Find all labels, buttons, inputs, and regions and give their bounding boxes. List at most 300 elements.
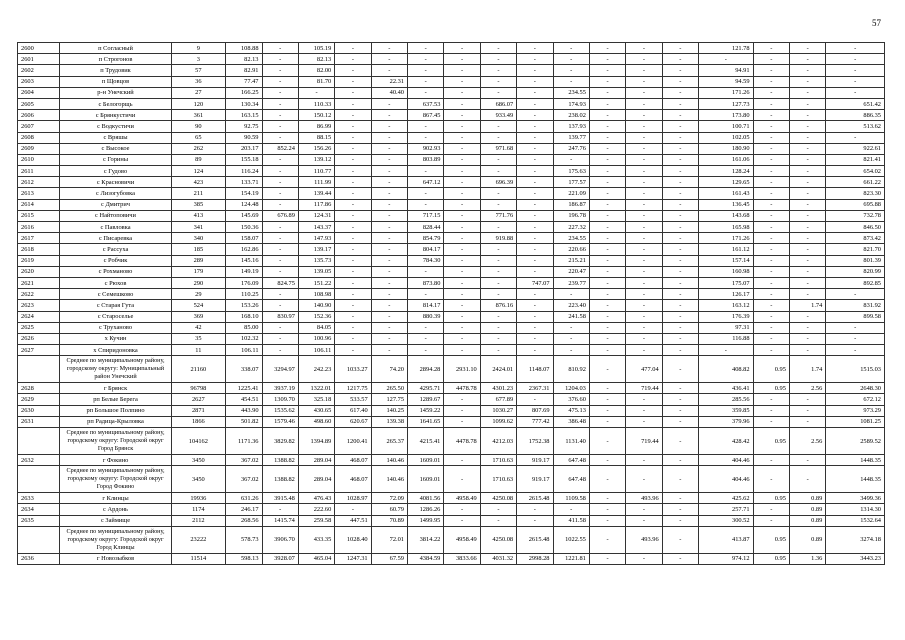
value-cell: 719.44 xyxy=(626,428,662,455)
value-cell: - xyxy=(444,143,480,154)
value-cell: - xyxy=(408,333,444,344)
value-cell: - xyxy=(589,244,625,255)
value-cell: 1448.35 xyxy=(826,455,885,466)
value-cell: 501.82 xyxy=(226,416,262,427)
value-cell: 234.55 xyxy=(553,87,589,98)
value-cell: - xyxy=(444,54,480,65)
value-cell: - xyxy=(371,54,407,65)
value-cell: 110.25 xyxy=(226,289,262,300)
value-cell: - xyxy=(262,65,298,76)
value-cell: - xyxy=(662,54,698,65)
settlement-name-cell: рп Большое Полпино xyxy=(60,405,171,416)
value-cell: - xyxy=(517,87,553,98)
value-cell: - xyxy=(517,65,553,76)
value-cell: 163.15 xyxy=(226,110,262,121)
table-row xyxy=(18,244,885,255)
value-cell: 227.32 xyxy=(553,222,589,233)
value-cell: - xyxy=(589,504,625,515)
value-cell: - xyxy=(589,43,625,54)
value-cell: - xyxy=(517,266,553,277)
value-cell: - xyxy=(662,266,698,277)
settlement-name-cell: с Писаревка xyxy=(60,233,171,244)
value-cell: - xyxy=(662,553,698,564)
value-cell: 3294.97 xyxy=(262,356,298,383)
value-cell: 801.39 xyxy=(826,255,885,266)
value-cell: 1109.58 xyxy=(553,493,589,504)
value-cell: 82.13 xyxy=(226,54,262,65)
value-cell: - xyxy=(753,177,789,188)
value-cell: - xyxy=(789,154,825,165)
value-cell: - xyxy=(517,54,553,65)
value-cell: - xyxy=(408,76,444,87)
value-cell: - xyxy=(662,65,698,76)
value-cell: 2589.52 xyxy=(826,428,885,455)
value-cell: 821.41 xyxy=(826,154,885,165)
population-cell: 385 xyxy=(171,199,226,210)
value-cell: 433.35 xyxy=(298,526,334,553)
value-cell: 447.51 xyxy=(335,515,371,526)
value-cell: 3829.82 xyxy=(262,428,298,455)
value-cell: - xyxy=(589,383,625,394)
value-cell: 161.43 xyxy=(699,188,754,199)
value-cell: - xyxy=(789,177,825,188)
value-cell: 74.20 xyxy=(371,356,407,383)
value-cell: 110.33 xyxy=(298,98,334,109)
value-cell: 137.93 xyxy=(553,121,589,132)
value-cell: - xyxy=(335,188,371,199)
value-cell: 2615.48 xyxy=(517,493,553,504)
population-cell: 57 xyxy=(171,65,226,76)
value-cell: 4250.08 xyxy=(480,493,516,504)
value-cell: - xyxy=(626,188,662,199)
row-number-cell: 2603 xyxy=(18,76,60,87)
value-cell: - xyxy=(626,54,662,65)
value-cell: - xyxy=(517,222,553,233)
value-cell: - xyxy=(335,222,371,233)
value-cell: - xyxy=(553,333,589,344)
value-cell: - xyxy=(589,87,625,98)
value-cell: - xyxy=(517,255,553,266)
value-cell: - xyxy=(753,54,789,65)
value-cell: - xyxy=(371,266,407,277)
value-cell: 3915.48 xyxy=(262,493,298,504)
settlement-name-cell: с Высокое xyxy=(60,143,171,154)
value-cell: 94.91 xyxy=(699,65,754,76)
value-cell: - xyxy=(335,266,371,277)
value-cell: - xyxy=(553,54,589,65)
value-cell: - xyxy=(589,311,625,322)
value-cell: 2648.30 xyxy=(826,383,885,394)
value-cell: - xyxy=(480,244,516,255)
population-cell: 340 xyxy=(171,233,226,244)
value-cell: 153.26 xyxy=(226,300,262,311)
value-cell: - xyxy=(662,311,698,322)
value-cell: 223.40 xyxy=(553,300,589,311)
value-cell: 177.57 xyxy=(553,177,589,188)
value-cell: - xyxy=(444,277,480,288)
value-cell: 807.69 xyxy=(517,405,553,416)
value-cell: 1099.62 xyxy=(480,416,516,427)
value-cell: - xyxy=(335,311,371,322)
population-cell: 29 xyxy=(171,289,226,300)
value-cell: - xyxy=(626,266,662,277)
value-cell: 854.79 xyxy=(408,233,444,244)
value-cell: - xyxy=(753,132,789,143)
value-cell: - xyxy=(371,244,407,255)
value-cell: - xyxy=(589,255,625,266)
value-cell: - xyxy=(662,405,698,416)
value-cell: 443.90 xyxy=(226,405,262,416)
value-cell: - xyxy=(626,132,662,143)
population-cell: 90 xyxy=(171,121,226,132)
value-cell: 116.24 xyxy=(226,166,262,177)
value-cell: 100.71 xyxy=(699,121,754,132)
value-cell: 4478.78 xyxy=(444,428,480,455)
value-cell: - xyxy=(789,76,825,87)
table-row xyxy=(18,289,885,300)
value-cell: 830.97 xyxy=(262,311,298,322)
table-row xyxy=(18,300,885,311)
row-number-cell: 2613 xyxy=(18,188,60,199)
value-cell: - xyxy=(553,43,589,54)
table-row xyxy=(18,504,885,515)
row-number-cell: 2630 xyxy=(18,405,60,416)
value-cell: - xyxy=(371,143,407,154)
value-cell: 1148.07 xyxy=(517,356,553,383)
summary-row xyxy=(18,356,885,383)
row-number-cell: 2631 xyxy=(18,416,60,427)
row-number-cell: 2601 xyxy=(18,54,60,65)
value-cell: - xyxy=(753,244,789,255)
value-cell: - xyxy=(589,322,625,333)
value-cell: 72.09 xyxy=(371,493,407,504)
value-cell: 86.99 xyxy=(298,121,334,132)
value-cell: - xyxy=(662,356,698,383)
value-cell: 1579.46 xyxy=(262,416,298,427)
value-cell: - xyxy=(517,345,553,356)
value-cell: - xyxy=(626,333,662,344)
value-cell: 246.17 xyxy=(226,504,262,515)
value-cell: - xyxy=(626,455,662,466)
value-cell: - xyxy=(753,322,789,333)
value-cell: - xyxy=(753,416,789,427)
value-cell: - xyxy=(444,210,480,221)
value-cell: - xyxy=(262,244,298,255)
value-cell: 824.75 xyxy=(262,277,298,288)
row-number-cell: 2628 xyxy=(18,383,60,394)
value-cell: - xyxy=(444,255,480,266)
population-cell: 120 xyxy=(171,98,226,109)
value-cell: 171.26 xyxy=(699,233,754,244)
value-cell: - xyxy=(262,199,298,210)
value-cell: - xyxy=(371,289,407,300)
table-row xyxy=(18,177,885,188)
value-cell: - xyxy=(589,289,625,300)
value-cell: - xyxy=(589,199,625,210)
value-cell: - xyxy=(480,266,516,277)
population-cell: 3450 xyxy=(171,466,226,493)
value-cell: 158.07 xyxy=(226,233,262,244)
value-cell: - xyxy=(826,65,885,76)
value-cell: 135.73 xyxy=(298,255,334,266)
value-cell: - xyxy=(789,98,825,109)
value-cell: 468.07 xyxy=(335,466,371,493)
table-row xyxy=(18,311,885,322)
value-cell: - xyxy=(371,311,407,322)
value-cell: - xyxy=(626,466,662,493)
value-cell: 413.87 xyxy=(699,526,754,553)
value-cell: - xyxy=(753,405,789,416)
settlement-name-cell: Среднее по муниципальному району, городскому округу: Муниципальный район Унечский xyxy=(60,356,171,383)
value-cell: - xyxy=(408,266,444,277)
value-cell: - xyxy=(826,132,885,143)
row-number-cell xyxy=(18,428,60,455)
value-cell: - xyxy=(480,289,516,300)
table-row xyxy=(18,405,885,416)
value-cell: - xyxy=(262,76,298,87)
value-cell: 1710.63 xyxy=(480,466,516,493)
value-cell: 1710.63 xyxy=(480,455,516,466)
value-cell: - xyxy=(589,455,625,466)
value-cell: - xyxy=(789,222,825,233)
value-cell: - xyxy=(662,466,698,493)
value-cell: 513.62 xyxy=(826,121,885,132)
value-cell: - xyxy=(444,222,480,233)
value-cell: - xyxy=(335,277,371,288)
value-cell: - xyxy=(789,322,825,333)
settlement-name-cell: с Рассуха xyxy=(60,244,171,255)
value-cell: 0.95 xyxy=(753,383,789,394)
settlement-name-cell: г Брянск xyxy=(60,383,171,394)
value-cell: 221.09 xyxy=(553,188,589,199)
population-cell: 211 xyxy=(171,188,226,199)
value-cell: - xyxy=(262,266,298,277)
value-cell: - xyxy=(662,121,698,132)
value-cell: 933.49 xyxy=(480,110,516,121)
value-cell: 156.26 xyxy=(298,143,334,154)
value-cell: - xyxy=(589,121,625,132)
value-cell: 268.56 xyxy=(226,515,262,526)
value-cell: - xyxy=(753,199,789,210)
value-cell: 4031.32 xyxy=(480,553,516,564)
value-cell: 1081.25 xyxy=(826,416,885,427)
value-cell: - xyxy=(789,333,825,344)
value-cell: 654.02 xyxy=(826,166,885,177)
value-cell: - xyxy=(553,322,589,333)
value-cell: 4478.78 xyxy=(444,383,480,394)
row-number-cell: 2605 xyxy=(18,98,60,109)
value-cell: - xyxy=(789,143,825,154)
value-cell: - xyxy=(480,188,516,199)
table-row xyxy=(18,322,885,333)
row-number-cell: 2629 xyxy=(18,394,60,405)
value-cell: - xyxy=(699,54,754,65)
population-cell: 524 xyxy=(171,300,226,311)
value-cell: - xyxy=(517,515,553,526)
value-cell: 149.19 xyxy=(226,266,262,277)
value-cell: - xyxy=(662,455,698,466)
table-row xyxy=(18,455,885,466)
value-cell: 695.88 xyxy=(826,199,885,210)
value-cell: 428.42 xyxy=(699,428,754,455)
value-cell: 82.00 xyxy=(298,65,334,76)
value-cell: 166.25 xyxy=(226,87,262,98)
value-cell: - xyxy=(826,76,885,87)
settlement-name-cell: с Белогорщь xyxy=(60,98,171,109)
population-cell: 369 xyxy=(171,311,226,322)
value-cell: - xyxy=(589,526,625,553)
table-row xyxy=(18,553,885,564)
settlement-name-cell: с Павловка xyxy=(60,222,171,233)
value-cell: - xyxy=(589,333,625,344)
value-cell: - xyxy=(444,233,480,244)
value-cell: 140.46 xyxy=(371,455,407,466)
value-cell: 578.73 xyxy=(226,526,262,553)
value-cell: - xyxy=(371,322,407,333)
table-row xyxy=(18,333,885,344)
value-cell: - xyxy=(517,110,553,121)
value-cell: - xyxy=(262,54,298,65)
value-cell: - xyxy=(626,416,662,427)
value-cell: 919.88 xyxy=(480,233,516,244)
value-cell: 359.85 xyxy=(699,405,754,416)
population-cell: 36 xyxy=(171,76,226,87)
population-cell: 290 xyxy=(171,277,226,288)
value-cell: - xyxy=(662,493,698,504)
value-cell: 661.22 xyxy=(826,177,885,188)
value-cell: - xyxy=(626,300,662,311)
value-cell: - xyxy=(444,466,480,493)
value-cell: - xyxy=(444,244,480,255)
value-cell: 876.16 xyxy=(480,300,516,311)
value-cell: - xyxy=(662,394,698,405)
value-cell: - xyxy=(589,188,625,199)
table-row xyxy=(18,493,885,504)
value-cell: 106.11 xyxy=(226,345,262,356)
value-cell: - xyxy=(753,255,789,266)
value-cell: - xyxy=(408,132,444,143)
value-cell: - xyxy=(589,76,625,87)
value-cell: - xyxy=(408,65,444,76)
value-cell: 102.05 xyxy=(699,132,754,143)
population-cell: 2112 xyxy=(171,515,226,526)
value-cell: 831.92 xyxy=(826,300,885,311)
value-cell: 3906.70 xyxy=(262,526,298,553)
value-cell: - xyxy=(444,504,480,515)
value-cell: 719.44 xyxy=(626,383,662,394)
settlement-name-cell: р-н Унечский xyxy=(60,87,171,98)
value-cell: - xyxy=(753,76,789,87)
value-cell: - xyxy=(371,300,407,311)
table-row xyxy=(18,65,885,76)
value-cell: 257.71 xyxy=(699,504,754,515)
value-cell: 40.40 xyxy=(371,87,407,98)
population-cell: 1866 xyxy=(171,416,226,427)
value-cell: - xyxy=(262,300,298,311)
value-cell: - xyxy=(789,65,825,76)
value-cell: - xyxy=(553,289,589,300)
population-cell: 11 xyxy=(171,345,226,356)
value-cell: 161.06 xyxy=(699,154,754,165)
value-cell: - xyxy=(753,98,789,109)
population-cell: 2627 xyxy=(171,394,226,405)
value-cell: 94.59 xyxy=(699,76,754,87)
value-cell: - xyxy=(408,345,444,356)
value-cell: - xyxy=(517,188,553,199)
value-cell: - xyxy=(662,132,698,143)
value-cell: 1204.03 xyxy=(553,383,589,394)
value-cell: - xyxy=(262,333,298,344)
row-number-cell: 2626 xyxy=(18,333,60,344)
value-cell: - xyxy=(662,333,698,344)
value-cell: 1314.30 xyxy=(826,504,885,515)
value-cell: 1515.03 xyxy=(826,356,885,383)
value-cell: 0.95 xyxy=(753,356,789,383)
value-cell: - xyxy=(444,289,480,300)
value-cell: - xyxy=(298,87,334,98)
page-number: 57 xyxy=(872,18,881,28)
value-cell: 241.58 xyxy=(553,311,589,322)
value-cell: 82.91 xyxy=(226,65,262,76)
table-row xyxy=(18,43,885,54)
value-cell: - xyxy=(789,188,825,199)
value-cell: - xyxy=(589,553,625,564)
value-cell: 242.23 xyxy=(298,356,334,383)
value-cell: 974.12 xyxy=(699,553,754,564)
value-cell: 493.96 xyxy=(626,493,662,504)
value-cell: - xyxy=(789,277,825,288)
row-number-cell: 2607 xyxy=(18,121,60,132)
value-cell: 820.99 xyxy=(826,266,885,277)
value-cell: - xyxy=(262,87,298,98)
value-cell: - xyxy=(335,333,371,344)
value-cell: - xyxy=(662,345,698,356)
value-cell: 176.39 xyxy=(699,311,754,322)
value-cell: - xyxy=(517,289,553,300)
value-cell: 108.98 xyxy=(298,289,334,300)
value-cell: - xyxy=(789,233,825,244)
value-cell: 161.12 xyxy=(699,244,754,255)
value-cell: 1131.40 xyxy=(553,428,589,455)
value-cell: - xyxy=(262,121,298,132)
value-cell: 285.56 xyxy=(699,394,754,405)
value-cell: - xyxy=(335,244,371,255)
value-cell: 0.89 xyxy=(789,493,825,504)
value-cell: 477.04 xyxy=(626,356,662,383)
value-cell: 771.76 xyxy=(480,210,516,221)
value-cell: - xyxy=(517,76,553,87)
settlement-name-cell: п Трудовик xyxy=(60,65,171,76)
value-cell: - xyxy=(444,154,480,165)
settlement-name-cell: с Ардонь xyxy=(60,504,171,515)
value-cell: 162.86 xyxy=(226,244,262,255)
value-cell: - xyxy=(753,222,789,233)
settlement-name-cell: с Красновичи xyxy=(60,177,171,188)
value-cell: - xyxy=(662,143,698,154)
value-cell: - xyxy=(662,199,698,210)
row-number-cell: 2625 xyxy=(18,322,60,333)
value-cell: - xyxy=(826,322,885,333)
value-cell: - xyxy=(626,143,662,154)
value-cell: - xyxy=(335,199,371,210)
value-cell: - xyxy=(589,515,625,526)
value-cell: - xyxy=(662,526,698,553)
population-cell: 104162 xyxy=(171,428,226,455)
value-cell: - xyxy=(408,289,444,300)
value-cell: - xyxy=(444,405,480,416)
value-cell: - xyxy=(789,199,825,210)
value-cell: - xyxy=(262,177,298,188)
